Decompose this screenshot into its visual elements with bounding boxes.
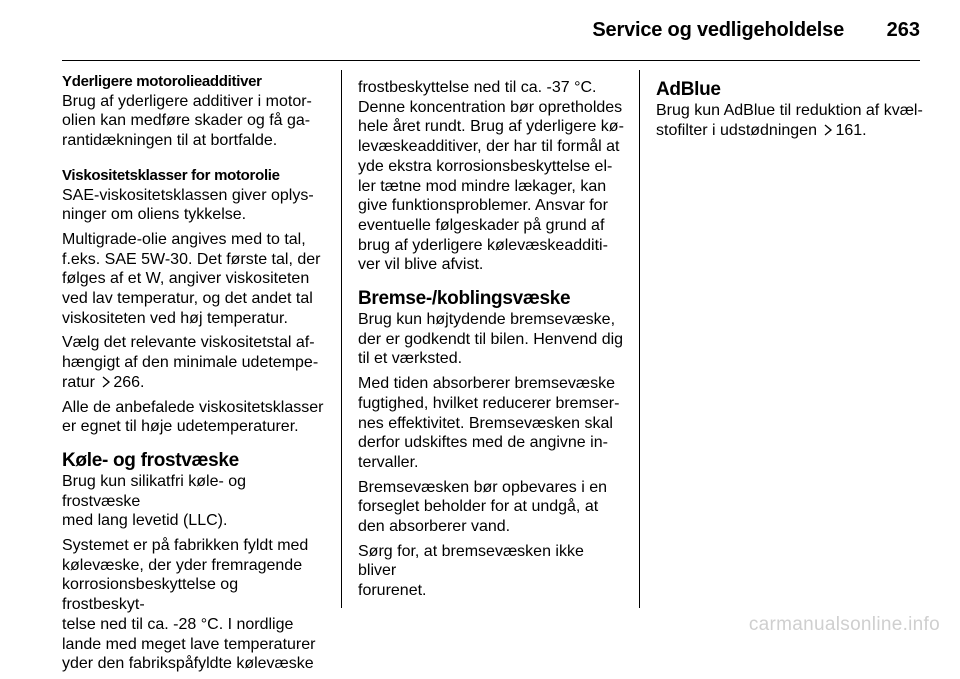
- column-divider-1: [341, 70, 342, 608]
- text-line: frostbeskyttelse ned til ca. -37 °C.: [358, 79, 597, 96]
- text-line: eventuelle følgeskader på grund af: [358, 216, 605, 234]
- text-line: Brug kun AdBlue til reduktion af kvæl-: [656, 102, 923, 119]
- text-line: forurenet.: [358, 582, 427, 600]
- page-reference-arrow-icon: [101, 376, 111, 388]
- column-2: [358, 78, 626, 606]
- paragraph: [62, 472, 324, 531]
- paragraph: [62, 230, 324, 329]
- page-reference-arrow-icon: [823, 124, 833, 136]
- column-3: [656, 78, 926, 145]
- text-line: hængigt af den minimale udetempe-: [62, 354, 319, 372]
- text-line: telse ned til ca. -28 °C. I nordlige: [62, 615, 294, 633]
- text-line: Denne koncentration bør opretholdes: [358, 98, 623, 116]
- text-line: den absorberer vand.: [358, 518, 511, 536]
- text-line: yder den fabrikspåfyldte kølevæske: [62, 655, 314, 673]
- paragraph: [358, 78, 626, 275]
- page-reference-link[interactable]: 161.: [835, 121, 867, 139]
- text-line: Systemet er på fabrikken fyldt med: [62, 537, 309, 555]
- text-line: ninger om oliens tykkelse.: [62, 206, 247, 224]
- text-line: rantidækningen til at bortfalde.: [62, 132, 278, 150]
- text-line: lande med meget lave temperaturer: [62, 635, 316, 653]
- page-title: Service og vedligeholdelse: [592, 19, 844, 41]
- text-line: tervaller.: [358, 453, 419, 471]
- text-line: viskositeten ved høj temperatur.: [62, 309, 288, 327]
- paragraph: [62, 536, 324, 674]
- text-fragment: stofilter i udstødningen: [656, 121, 817, 139]
- text-line: [62, 373, 324, 393]
- text-line: fugtighed, hvilket reducerer bremser-: [358, 394, 620, 412]
- text-line: Multigrade-olie angives med to tal,: [62, 230, 306, 248]
- text-line: Sørg for, at bremsevæsken ikke bliver: [358, 542, 584, 580]
- text-line: levæskeadditiver, der har til formål at: [358, 138, 620, 156]
- paragraph: [62, 333, 324, 392]
- text-line: med lang levetid (LLC).: [62, 512, 228, 530]
- paragraph: [656, 101, 926, 140]
- text-line: f.eks. SAE 5W-30. Det første tal, der: [62, 250, 321, 268]
- text-line: hele året rundt. Brug af yderligere kø-: [358, 118, 624, 136]
- page-reference-link[interactable]: 266.: [113, 373, 145, 391]
- page-header: [62, 0, 920, 61]
- paragraph: [62, 92, 324, 151]
- text-line: Med tiden absorberer bremsevæske: [358, 375, 616, 393]
- paragraph: [62, 398, 324, 437]
- text-line: [656, 121, 926, 141]
- text-line: give funktionsproblemer. Ansvar for: [358, 197, 608, 215]
- subheading-viscosity: Viskositetsklasser for motorolie: [62, 166, 280, 184]
- text-line: Brug kun højtydende bremsevæske,: [358, 311, 616, 329]
- text-line: Alle de anbefalede viskositetsklasser: [62, 398, 324, 416]
- text-line: ved lav temperatur, og det andet tal: [62, 290, 313, 308]
- text-line: derfor udskiftes med de angivne in-: [358, 434, 608, 452]
- text-fragment: ratur: [62, 373, 95, 391]
- text-line: yde ekstra korrosionsbeskyttelse el-: [358, 157, 613, 175]
- section-title-brake-fluid: Bremse-/koblingsvæske: [358, 288, 571, 310]
- text-line: forseglet beholder for at undgå, at: [358, 498, 599, 516]
- paragraph: [358, 374, 626, 473]
- paragraph: [62, 186, 324, 225]
- page-number: 263: [886, 19, 920, 41]
- text-line: brug af yderligere kølevæskeadditi-: [358, 236, 608, 254]
- text-line: korrosionsbeskyttelse og frostbeskyt-: [62, 576, 239, 614]
- text-line: ler tætne mod mindre lækager, kan: [358, 177, 607, 195]
- paragraph: [358, 478, 626, 537]
- watermark: carmanualsonline.info: [748, 614, 940, 635]
- text-line: er egnet til høje udetemperaturer.: [62, 418, 299, 436]
- column-1: [62, 72, 324, 679]
- text-line: der er godkendt til bilen. Henvend dig: [358, 330, 624, 348]
- text-line: Brug kun silikatfri køle- og frostvæske: [62, 472, 247, 510]
- text-line: følges af et W, angiver viskositeten: [62, 270, 310, 288]
- text-line: ver vil blive afvist.: [358, 256, 484, 274]
- column-divider-2: [639, 70, 640, 608]
- text-line: til et værksted.: [358, 350, 463, 368]
- text-line: Bremsevæsken bør opbevares i en: [358, 478, 607, 496]
- section-title-adblue: AdBlue: [656, 79, 721, 100]
- text-line: SAE-viskositetsklassen giver oplys-: [62, 186, 314, 204]
- text-line: nes effektivitet. Bremsevæsken skal: [358, 414, 613, 432]
- paragraph: [358, 542, 626, 601]
- text-line: olien kan medføre skader og få ga-: [62, 112, 311, 130]
- text-line: Vælg det relevante viskositetstal af-: [62, 334, 315, 352]
- subheading-motor-additives: Yderligere motorolieadditiver: [62, 73, 262, 90]
- text-line: kølevæske, der yder fremragende: [62, 556, 303, 574]
- text-line: Brug af yderligere additiver i motor-: [62, 92, 312, 110]
- section-title-coolant: Køle- og frostvæske: [62, 449, 239, 471]
- paragraph: [358, 310, 626, 369]
